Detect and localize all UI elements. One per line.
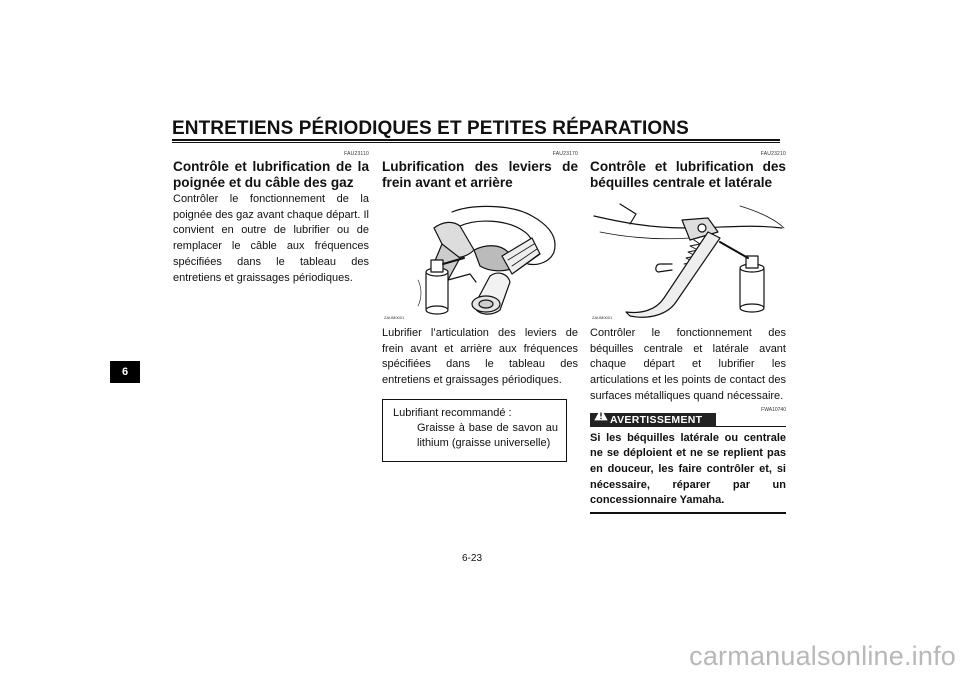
brake-lever-illustration	[382, 198, 578, 324]
illustration-code: ZAUM0001	[384, 315, 405, 320]
section-code: FAU23170	[552, 151, 578, 157]
watermark: carmanualsonline.info	[689, 641, 956, 671]
warning-header	[590, 407, 786, 427]
illustration-code: ZAUM0001	[592, 315, 613, 320]
warning-code: FWA10740	[761, 406, 786, 413]
page-title: ENTRETIENS PÉRIODIQUES ET PETITES RÉPARATIONS	[172, 118, 689, 139]
section-heading: Contrôle et lubrification des béquilles centrale et latérale	[590, 159, 786, 190]
page-number: 6-23	[462, 553, 483, 564]
section-heading: Contrôle et lubrification de la poignée et du câble des gaz	[173, 159, 369, 190]
warning-badge	[590, 413, 716, 427]
header-rule	[172, 139, 780, 141]
section-body: Lubrifier l’articulation des leviers de frein avant et arrière aux fréquences spécifiées dans le tableau des entretiens et graissages périodiques.	[382, 327, 578, 387]
header-rule-thin	[172, 142, 780, 143]
section-code: FAU23110	[344, 151, 369, 157]
warning-bottom-rule	[590, 512, 786, 514]
section-heading: Lubrification des leviers de frein avant et arrière	[382, 159, 578, 190]
section-body: Contrôler le fonctionnement des béquilles centrale et latérale avant chaque départ et lubrifier les articulations et les points de contact des surfaces métalliques quand nécessaire.	[590, 327, 786, 402]
warning-label: AVERTISSEMENT	[610, 413, 703, 426]
warning-text: Si les béquilles latérale ou centrale ne se déploient et ne se replient pas en douceur, les faire contrôler et, si nécessaire, réparer par un concessionnaire Yamaha.	[590, 431, 786, 507]
section-throttle	[173, 150, 369, 286]
section-body: Contrôler le fonctionnement de la poignée des gaz avant chaque départ. Il convient en outre de lubrifier ou de remplacer le câble aux fréquences spécifiées dans le tableau des entretiens et graissages périodiques.	[173, 193, 369, 284]
section-stands	[590, 150, 786, 514]
stand-illustration	[590, 198, 786, 324]
warning-rule	[716, 426, 786, 427]
section-code: FAU23210	[760, 151, 786, 157]
section-brake-levers	[382, 150, 578, 462]
lubricant-value: Graisse à base de savon au lithium (graisse universelle)	[417, 421, 558, 449]
warning-triangle-icon	[594, 408, 608, 421]
chapter-tab: 6	[110, 361, 140, 383]
lubricant-title: Lubrifiant recommandé :	[393, 406, 512, 419]
lubricant-box	[382, 399, 567, 462]
